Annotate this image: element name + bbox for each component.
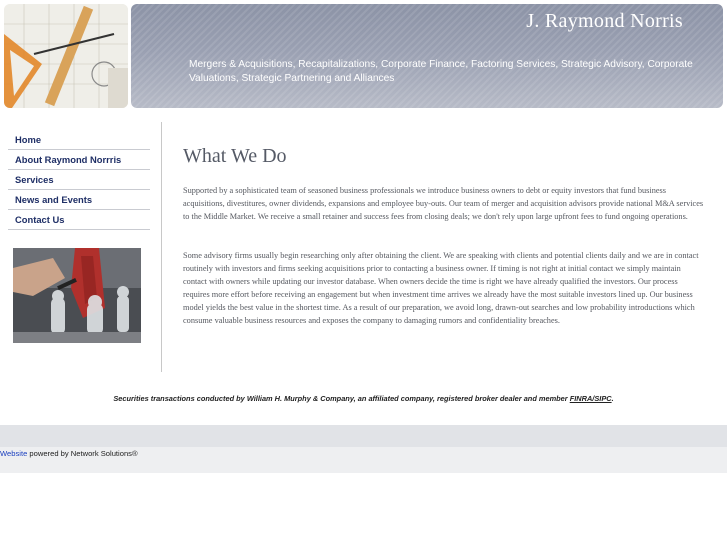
- disclaimer-text: Securities transactions conducted by William H. Murphy & Company, an affiliated company, registered broker dealer and member: [113, 394, 570, 403]
- sidebar-nav: [8, 130, 150, 230]
- powered-by: [0, 449, 138, 458]
- header-banner: [131, 4, 723, 108]
- site-tagline: Mergers & Acquisitions, Recapitalizations, Corporate Finance, Factoring Services, Strategic Advisory, Corporate Valuations, Strategic Partnering and Alliances: [189, 59, 693, 84]
- process-paragraph: Some advisory firms usually begin researching only after obtaining the client. We are speaking with clients and potential clients daily and we are in contact routinely with investors and firms seeking acquisitions prior to contacting a business owner. If timing is not right at initial contact we simply maintain contact with owners while updating our investor database. When owners decide the time is right we have already qualified the investors. Our process requires more effort before receiving an engagement but when investment time arrives we already have the most suitable investors lined up. Our business model yields the best value in the shortest time. As a result of our preparation, we avoid long, drawn-out searches and low probability introductions which consume valuable business resources and exposes the company to damaging rumors and confidentiality breaches.: [183, 251, 699, 325]
- column-divider: [161, 122, 162, 372]
- intro-paragraph: Supported by a sophisticated team of seasoned business professionals we introduce business owners to debt or equity investors that fund business acquisitions, divestitures, owner dividends, expansions and employee buy-outs. Our team of merger and acquisition advisors provide national M&A services to the Middle Market. We receive a small retainer and success fees from closing deals; we don't rely upon large upfront fees to fund ongoing operations.: [183, 186, 704, 221]
- nav-item-contact[interactable]: Contact Us: [8, 210, 150, 230]
- finra-sipc-link[interactable]: FINRA/SIPC: [569, 394, 612, 403]
- nav-item-services[interactable]: Services: [8, 170, 150, 190]
- page-title: What We Do: [183, 145, 287, 167]
- nav-item-about[interactable]: About Raymond Norrris: [8, 150, 150, 170]
- chess-pieces-image: [13, 248, 141, 343]
- website-link[interactable]: Website: [0, 449, 28, 458]
- header-photo: [4, 4, 128, 108]
- drafting-tools-image: [4, 4, 128, 108]
- powered-by-text: powered by Network Solutions®: [27, 449, 138, 458]
- nav-item-news-events[interactable]: News and Events: [8, 190, 150, 210]
- disclaimer-suffix: .: [611, 394, 614, 403]
- nav-item-home[interactable]: Home: [8, 130, 150, 150]
- site-title[interactable]: J. Raymond Norris: [526, 10, 683, 32]
- securities-disclaimer: [0, 394, 727, 403]
- chess-photo: [13, 248, 141, 343]
- footer-bar: [0, 425, 727, 447]
